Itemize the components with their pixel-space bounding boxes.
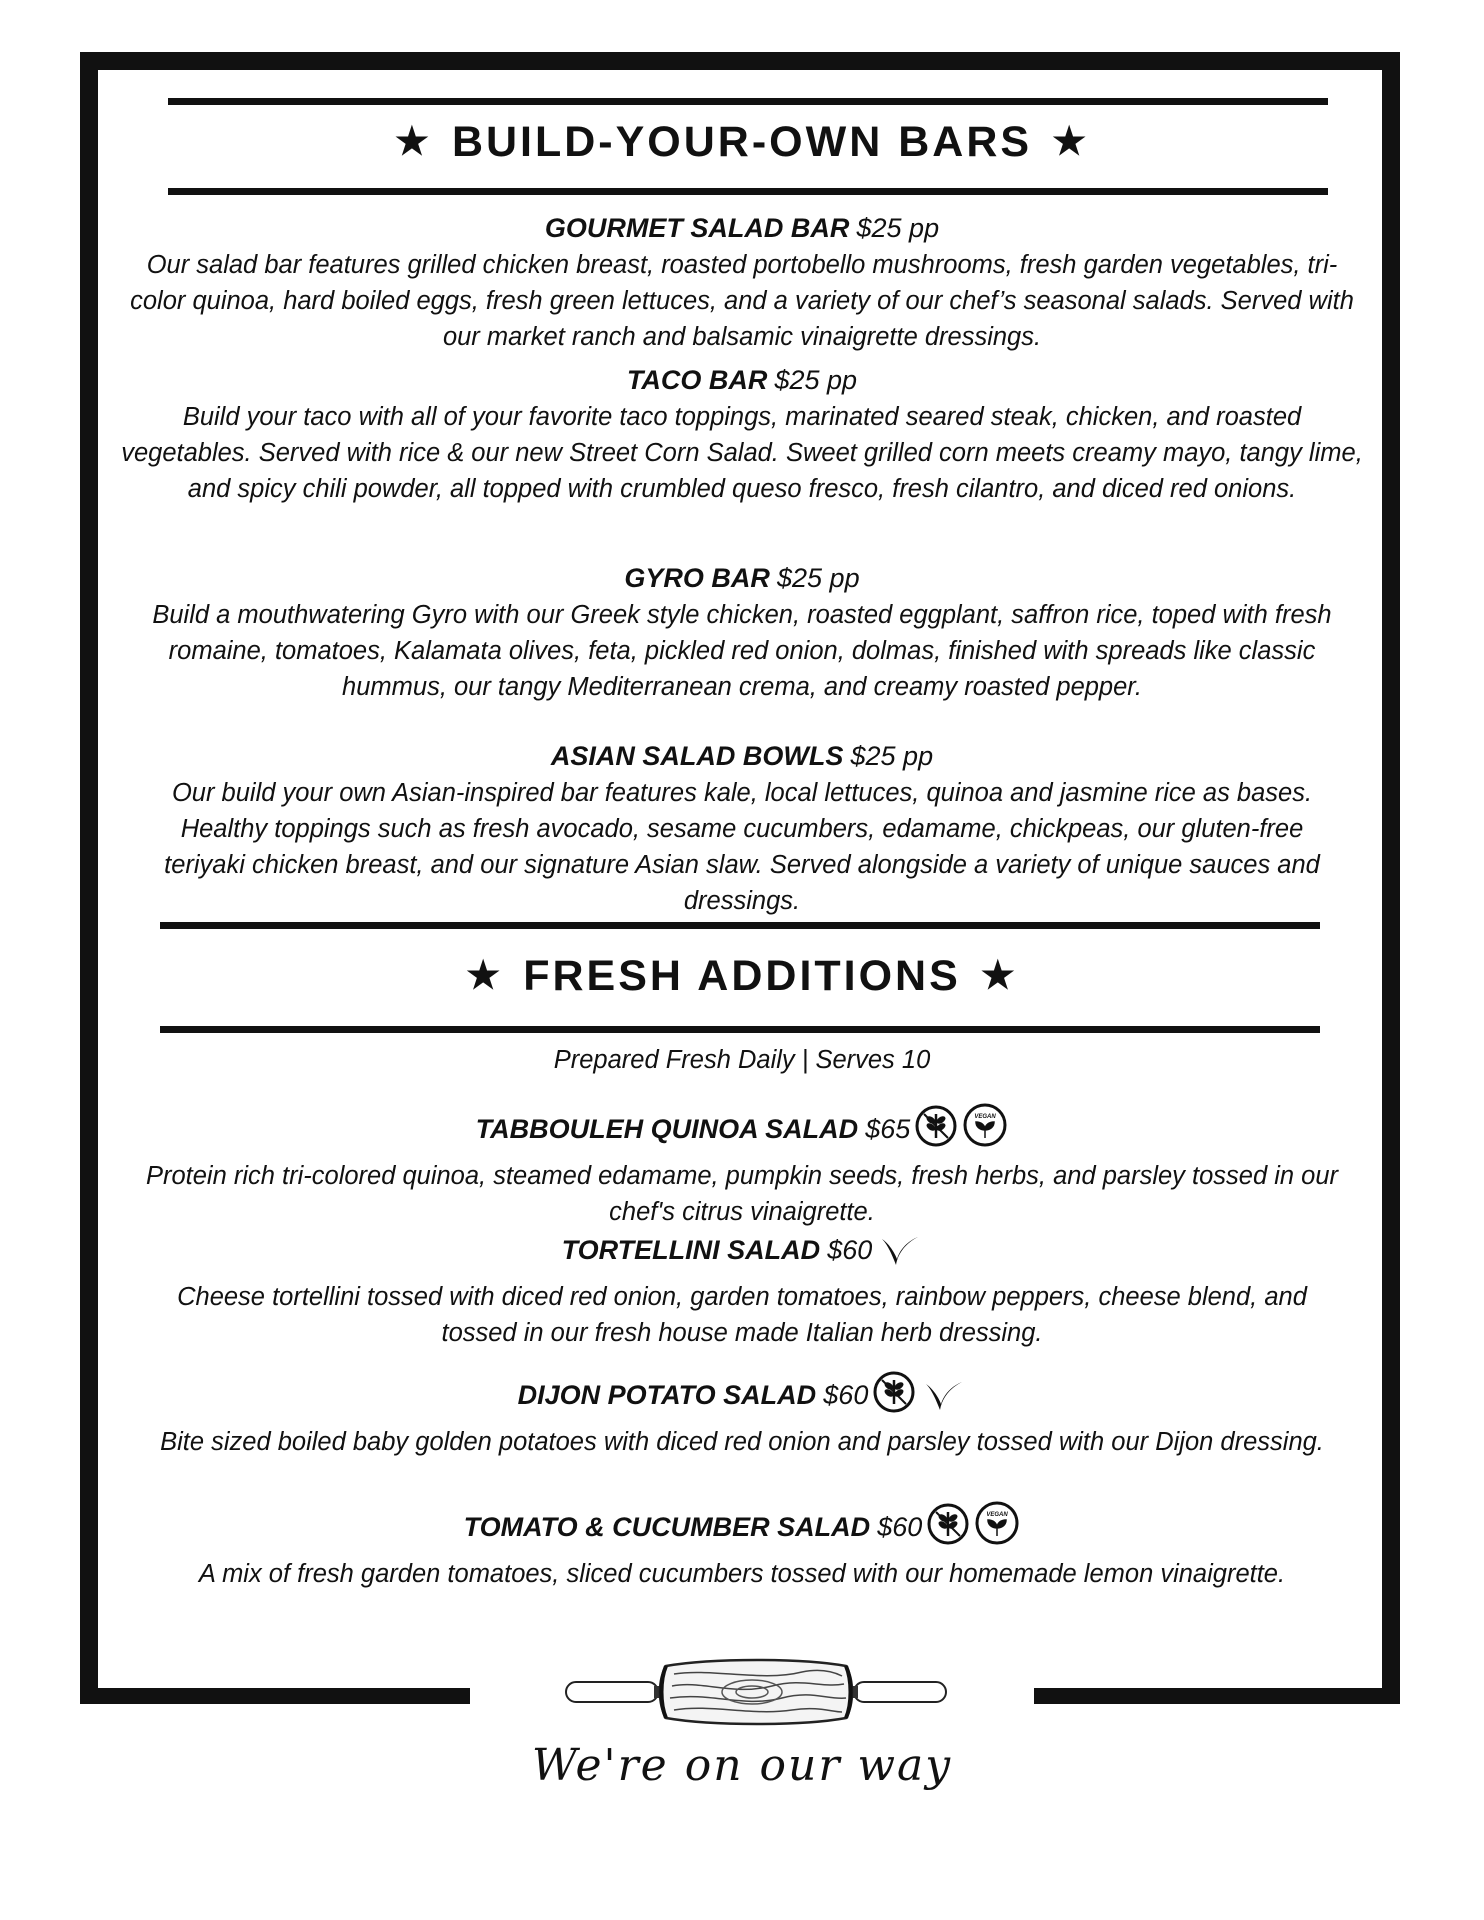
frame-bottom-left-border	[80, 1688, 470, 1704]
item-price: $65	[865, 1114, 911, 1144]
star-icon: ★	[1052, 121, 1090, 163]
vegetarian-icon	[876, 1233, 922, 1279]
section-heading-bars	[0, 118, 1484, 167]
item-description: Build your taco with all of your favorite taco toppings, marinated seared steak, chicken, and roasted vegetables. Served with rice & our new Street Corn Salad. Sweet grilled corn meets creamy mayo, tangy lime, and spicy chili powder, all topped with crumbled queso fresco, fresh cilantro, and diced red onions.	[121, 403, 1363, 503]
item-description: Bite sized boiled baby golden potatoes with diced red onion and parsley tossed with our Dijon dressing.	[160, 1428, 1324, 1456]
menu-item	[120, 362, 1364, 507]
section-rule	[160, 1026, 1320, 1033]
vegan-badge-text: VEGAN	[986, 1512, 1008, 1518]
rolling-pin-icon	[562, 1652, 952, 1737]
star-icon: ★	[466, 955, 504, 997]
item-price: $25 pp	[856, 213, 940, 243]
menu-item	[120, 210, 1364, 355]
item-description: Protein rich tri-colored quinoa, steamed edamame, pumpkin seeds, fresh herbs, and parsley tossed in our chef's citrus vinaigrette.	[145, 1162, 1339, 1226]
vegetarian-icon	[920, 1378, 966, 1424]
item-title: TABBOULEH QUINOA SALAD	[475, 1114, 859, 1144]
gluten-free-icon	[926, 1502, 970, 1556]
item-title: GOURMET SALAD BAR	[544, 213, 850, 243]
item-title: TACO BAR	[626, 365, 768, 395]
item-description: Build a mouthwatering Gyro with our Greek style chicken, roasted eggplant, saffron rice, toped with fresh romaine, tomatoes, Kalamata olives, feta, pickled red onion, dolmas, finished with spreads like classic hummus, our tangy Mediterranean crema, and creamy roasted pepper.	[152, 601, 1332, 701]
frame-top-border	[80, 52, 1400, 70]
item-title: TOMATO & CUCUMBER SALAD	[463, 1512, 871, 1542]
signature-tagline: We're on our way	[531, 1740, 953, 1791]
item-price: $25 pp	[850, 741, 934, 771]
menu-item	[160, 1370, 1324, 1460]
item-description: A mix of fresh garden tomatoes, sliced cucumbers tossed with our homemade lemon vinaigrette.	[198, 1560, 1286, 1588]
heading-text: FRESH ADDITIONS	[523, 952, 961, 1000]
item-title: ASIAN SALAD BOWLS	[550, 741, 844, 771]
menu-item	[140, 1102, 1344, 1230]
frame-right-border	[1382, 52, 1400, 1704]
star-icon: ★	[980, 955, 1018, 997]
item-price: $25 pp	[777, 563, 860, 593]
menu-item	[130, 560, 1354, 705]
item-price: $60	[877, 1512, 923, 1542]
item-title: DIJON POTATO SALAD	[517, 1380, 817, 1410]
heading-text: BUILD-YOUR-OWN BARS	[451, 118, 1033, 166]
item-description: Our build your own Asian-inspired bar features kale, local lettuces, quinoa and jasmine rice as bases. Healthy toppings such as fresh avocado, sesame cucumbers, edamame, chickpeas, our gluten-free teriyaki chicken breast, and our signature Asian slaw. Served alongside a variety of unique sauces and dressings.	[164, 779, 1320, 915]
star-icon: ★	[394, 121, 432, 163]
frame-left-border	[80, 52, 98, 1704]
item-description: Our salad bar features grilled chicken breast, roasted portobello mushrooms, fresh garden vegetables, tri-color quinoa, hard boiled eggs, fresh green lettuces, and a variety of our chef’s seasonal salads. Served with our market ranch and balsamic vinaigrette dressings.	[130, 251, 1354, 351]
gluten-free-icon	[872, 1370, 916, 1424]
item-price: $60	[827, 1235, 873, 1265]
item-price: $25 pp	[774, 365, 858, 395]
menu-item	[160, 738, 1324, 919]
frame-bottom-right-border	[1034, 1688, 1400, 1704]
section-rule	[168, 188, 1328, 195]
item-title: TORTELLINI SALAD	[561, 1235, 821, 1265]
menu-item	[160, 1232, 1324, 1351]
gluten-free-icon	[914, 1104, 958, 1158]
vegan-icon	[962, 1102, 1008, 1158]
item-title: GYRO BAR	[624, 563, 770, 593]
section-subtitle: Prepared Fresh Daily | Serves 10	[553, 1046, 931, 1074]
vegan-icon	[974, 1500, 1020, 1556]
menu-item	[180, 1500, 1304, 1592]
vegan-badge-text: VEGAN	[974, 1114, 996, 1120]
section-rule	[160, 922, 1320, 929]
item-description: Cheese tortellini tossed with diced red onion, garden tomatoes, rainbow peppers, cheese blend, and tossed in our fresh house made Italian herb dressing.	[177, 1283, 1307, 1347]
section-heading-fresh	[0, 952, 1484, 1001]
section-rule	[168, 98, 1328, 105]
item-price: $60	[823, 1380, 869, 1410]
